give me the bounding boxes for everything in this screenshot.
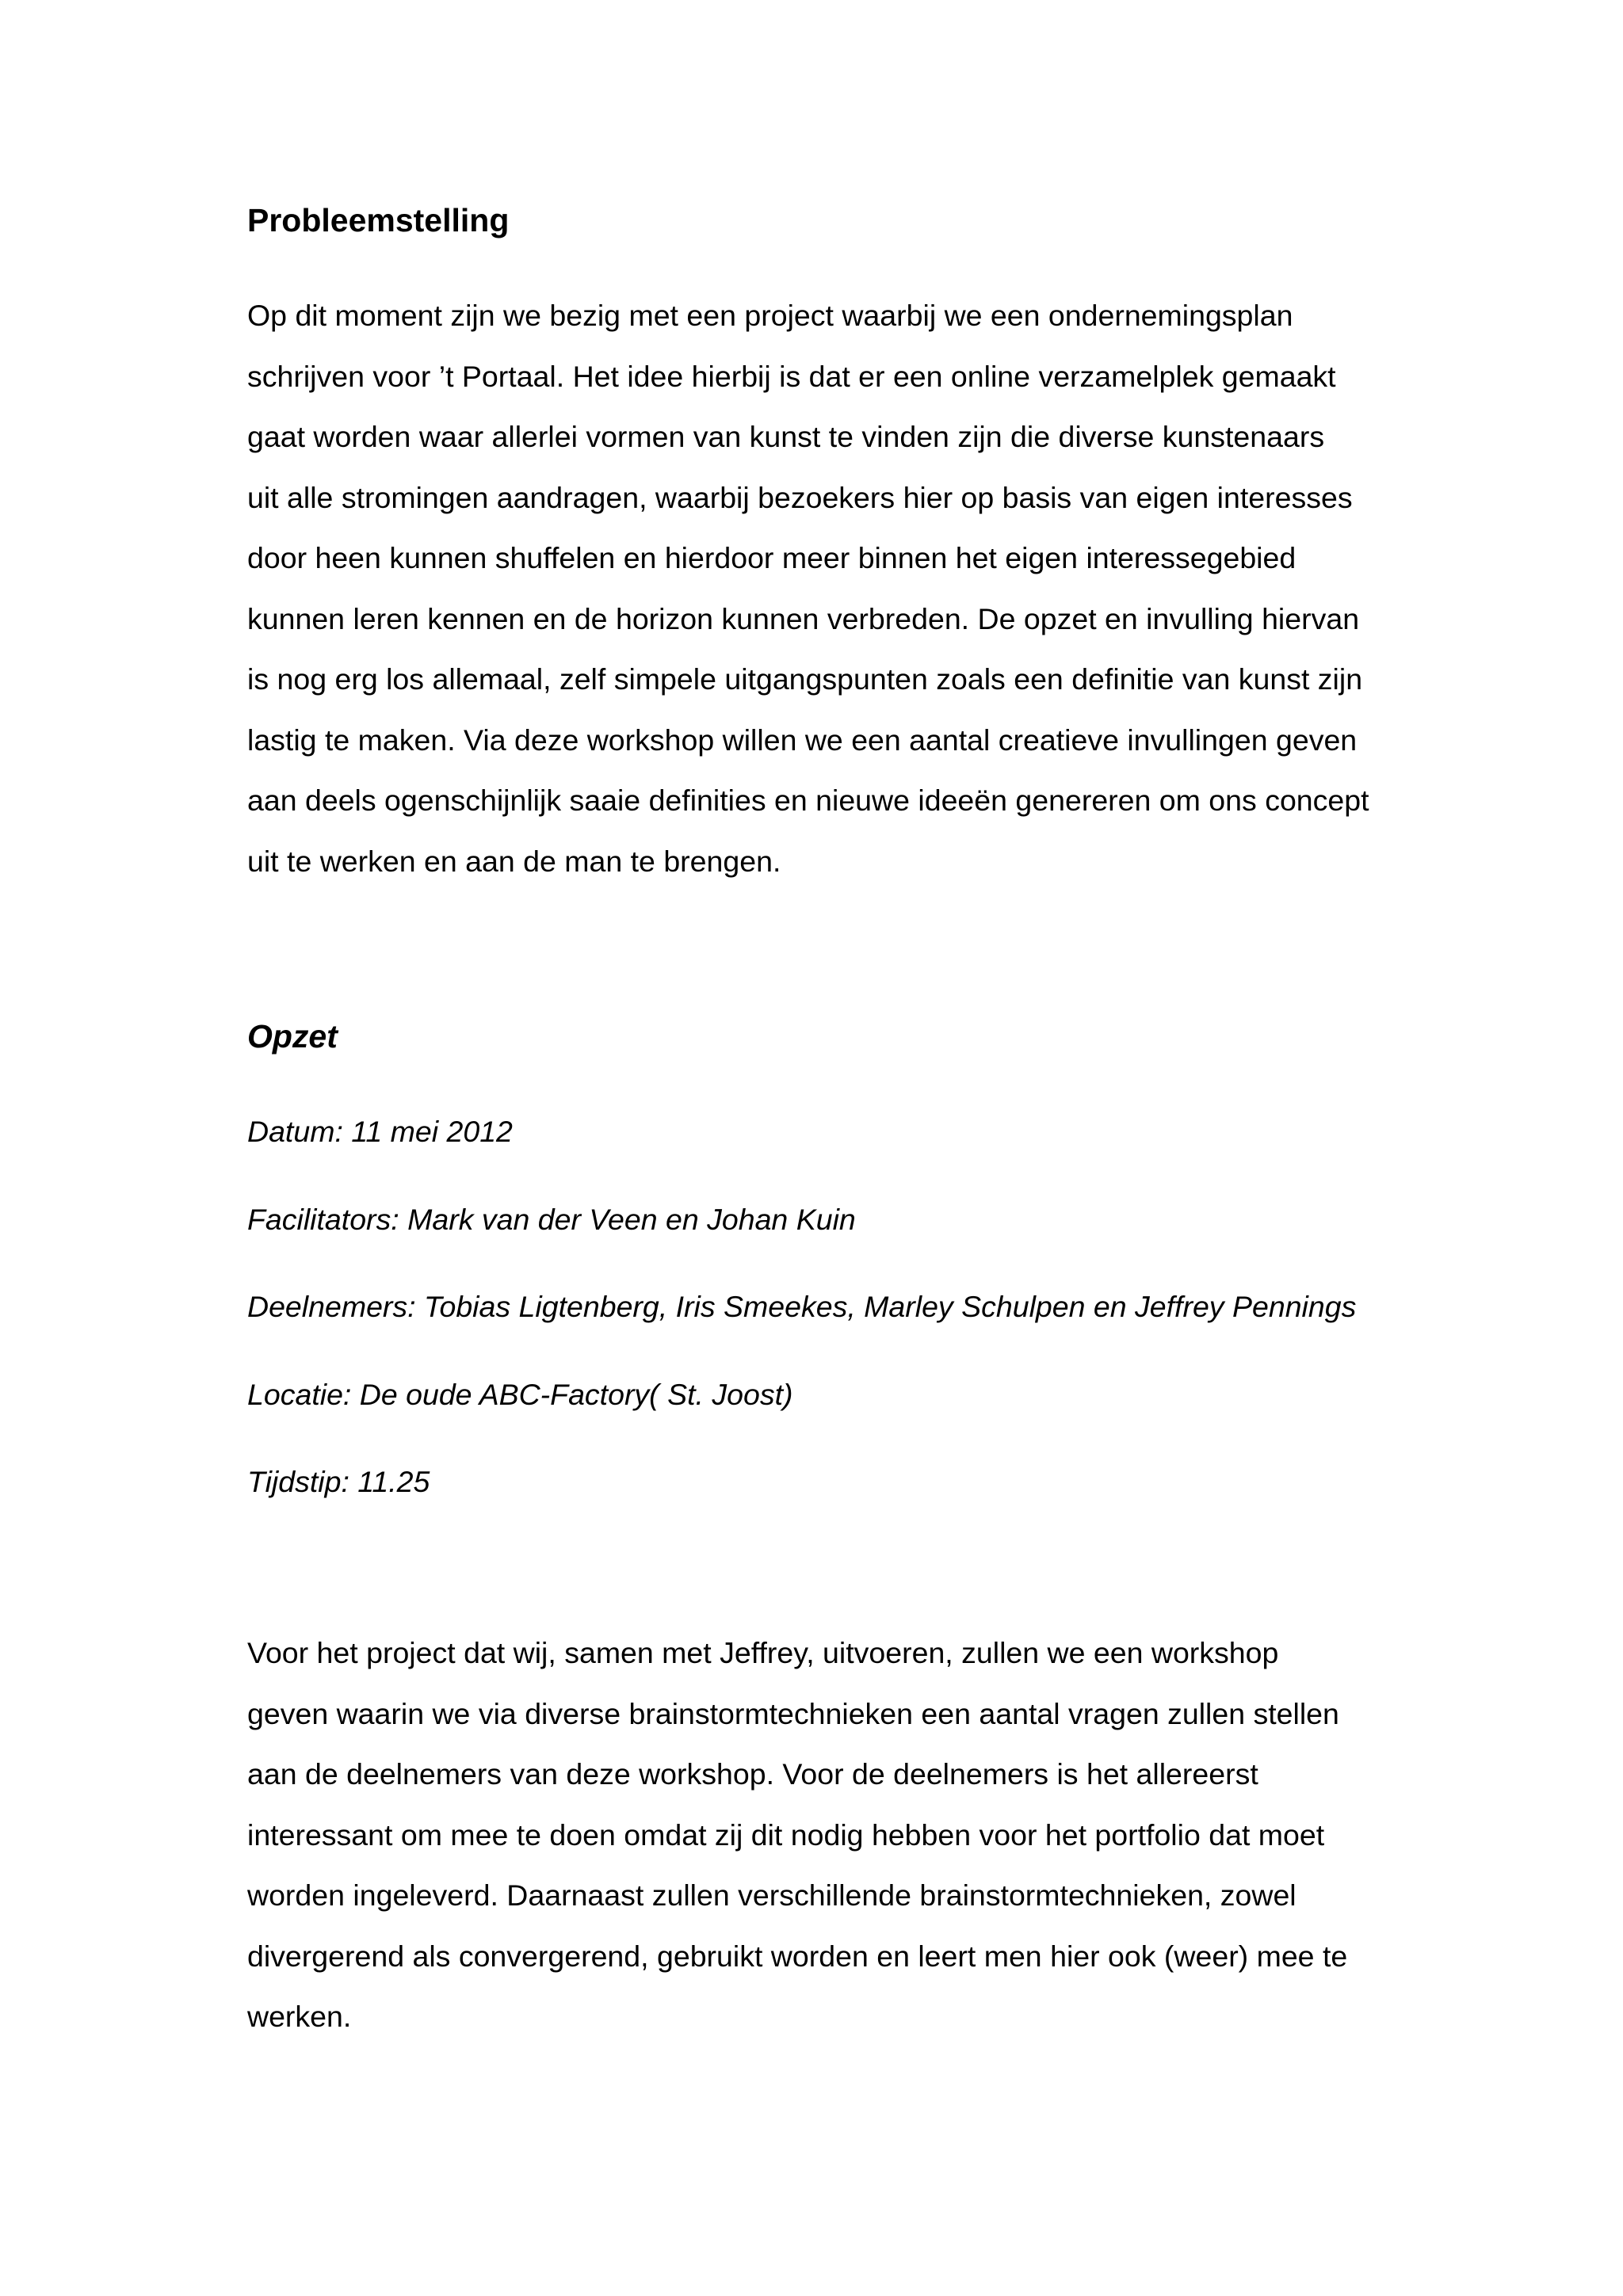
heading-probleemstelling: Probleemstelling	[247, 202, 510, 238]
text-line: Op dit moment zijn we bezig met een project waarbij we een ondernemingsplan	[247, 299, 1293, 332]
text-line: aan deels ogenschijnlijk saaie definities en nieuwe ideeën genereren om ons concept	[247, 784, 1369, 817]
detail-tijdstip: Tijdstip: 11.25	[247, 1465, 430, 1498]
detail-locatie: Locatie: De oude ABC-Factory( St. Joost)	[247, 1377, 793, 1411]
text-line: door heen kunnen shuffelen en hierdoor meer binnen het eigen interessegebied	[247, 541, 1296, 574]
text-line: gaat worden waar allerlei vormen van kunst te vinden zijn die diverse kunstenaars	[247, 420, 1325, 453]
heading-opzet: Opzet	[247, 1018, 338, 1055]
text-line: schrijven voor ’t Portaal. Het idee hierbij is dat er een online verzamelplek gemaakt	[247, 359, 1336, 393]
text-line: divergerend als convergerend, gebruikt worden en leert men hier ook (weer) mee te	[247, 1939, 1348, 1973]
text-line: worden ingeleverd. Daarnaast zullen verschillende brainstormtechnieken, zowel	[247, 1878, 1296, 1912]
text-line: Voor het project dat wij, samen met Jeffrey, uitvoeren, zullen we een workshop	[247, 1636, 1279, 1669]
paragraph-probleemstelling	[247, 293, 1369, 899]
text-line: uit te werken en aan de man te brengen.	[247, 844, 781, 878]
text-line: werken.	[247, 2000, 352, 2033]
text-line: interessant om mee te doen omdat zij dit nodig hebben voor het portfolio dat moet	[247, 1817, 1325, 1852]
text-line: lastig te maken. Via deze workshop willen we een aantal creatieve invullingen geven	[247, 723, 1358, 757]
detail-datum: Datum: 11 mei 2012	[247, 1115, 513, 1148]
text-line: kunnen leren kennen en de horizon kunnen verbreden. De opzet en invulling hiervan	[247, 601, 1360, 635]
text-line: aan de deelnemers van deze workshop. Voor de deelnemers is het allereerst	[247, 1757, 1258, 1791]
text-line: is nog erg los allemaal, zelf simpele uitgangspunten zoals een definitie van kunst zijn	[247, 662, 1363, 696]
paragraph-opzet	[247, 1630, 1347, 2055]
text-line: uit alle stromingen aandragen, waarbij bezoekers hier op basis van eigen interesses	[247, 480, 1353, 514]
text-line: geven waarin we via diverse brainstormtechnieken een aantal vragen zullen stellen	[247, 1696, 1339, 1730]
detail-deelnemers: Deelnemers: Tobias Ligtenberg, Iris Smeekes, Marley Schulpen en Jeffrey Pennings	[247, 1290, 1357, 1323]
detail-facilitators: Facilitators: Mark van der Veen en Johan Kuin	[247, 1202, 856, 1236]
opzet-details	[247, 1109, 1356, 1547]
